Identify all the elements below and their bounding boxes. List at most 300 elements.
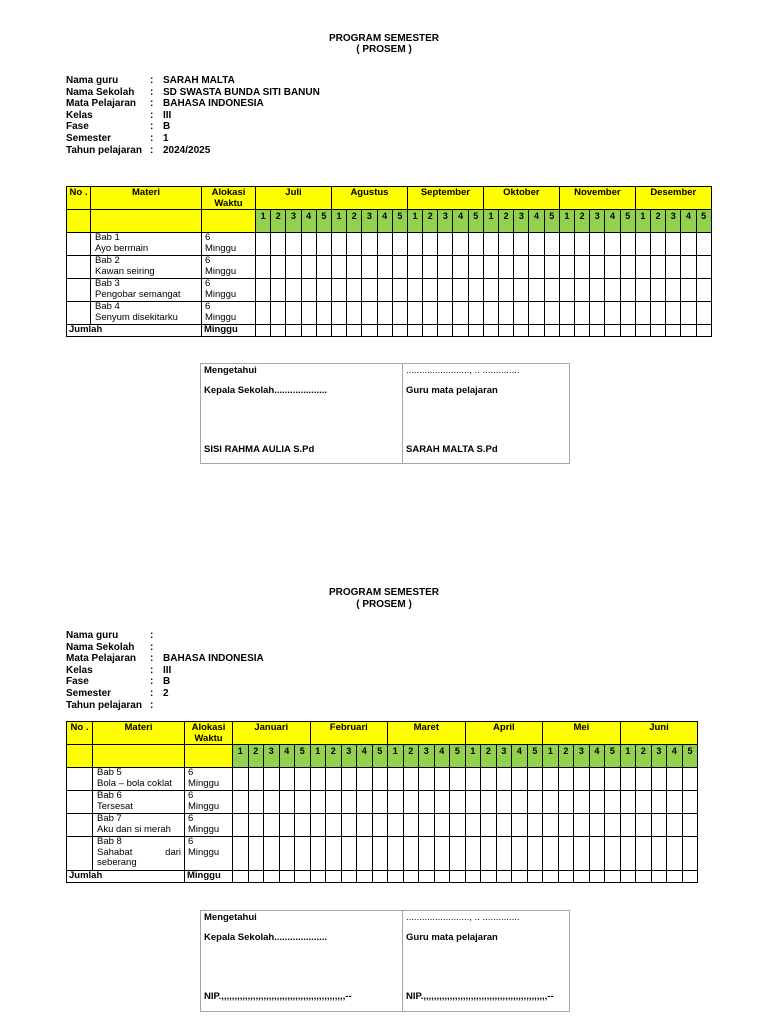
week-cell	[392, 279, 407, 302]
week-header: 1	[256, 210, 271, 233]
row-no-cell	[67, 814, 93, 837]
week-cell	[310, 768, 326, 791]
week-cell	[696, 279, 711, 302]
week-cell	[465, 871, 481, 883]
week-cell	[295, 768, 311, 791]
row-materi	[93, 768, 185, 791]
header-blank-cell	[93, 745, 185, 768]
month-header: Juni	[620, 722, 698, 745]
table-row	[67, 233, 712, 256]
info-row	[66, 642, 264, 654]
week-cell	[590, 302, 605, 325]
week-header: 2	[651, 210, 666, 233]
week-cell	[438, 279, 453, 302]
week-cell	[529, 279, 544, 302]
week-cell	[377, 302, 392, 325]
week-cell	[372, 837, 388, 871]
week-cell	[256, 256, 271, 279]
week-cell	[543, 837, 559, 871]
week-header: 5	[544, 210, 559, 233]
week-header: 1	[620, 745, 636, 768]
week-header: 5	[682, 745, 698, 768]
week-cell	[543, 814, 559, 837]
doc2-title: PROGRAM SEMESTER	[328, 587, 439, 598]
row-no-cell	[67, 791, 93, 814]
week-cell	[635, 279, 650, 302]
week-header: 5	[527, 745, 543, 768]
week-cell	[590, 279, 605, 302]
week-header: 3	[362, 210, 377, 233]
info-value: BAHASA INDONESIA	[163, 653, 264, 665]
week-header: 4	[434, 745, 450, 768]
month-header: November	[559, 187, 635, 210]
week-cell	[372, 768, 388, 791]
week-header: 2	[558, 745, 574, 768]
week-cell	[481, 837, 497, 871]
week-cell	[419, 837, 435, 871]
row-alokasi-unit: Minggu	[188, 846, 220, 858]
week-cell	[419, 871, 435, 883]
week-cell	[295, 837, 311, 871]
info-row	[66, 145, 320, 157]
week-header: 4	[279, 745, 295, 768]
week-cell	[696, 325, 711, 337]
week-cell	[372, 871, 388, 883]
week-header: 4	[357, 745, 373, 768]
week-cell	[483, 302, 498, 325]
week-cell	[529, 233, 544, 256]
week-header: 1	[407, 210, 422, 233]
week-cell	[248, 871, 264, 883]
doc1-sig-kepala-sekolah: Kepala Sekolah....................	[204, 385, 328, 396]
info-row	[66, 98, 320, 110]
week-cell	[682, 837, 698, 871]
info-colon: :	[150, 109, 154, 121]
info-label: Semester	[66, 132, 112, 144]
week-cell	[635, 302, 650, 325]
table-row	[67, 256, 712, 279]
week-cell	[316, 256, 331, 279]
week-cell	[423, 256, 438, 279]
week-cell	[483, 256, 498, 279]
week-cell	[377, 325, 392, 337]
week-cell	[347, 302, 362, 325]
week-cell	[666, 325, 681, 337]
row-alokasi-num: 6	[205, 301, 211, 312]
week-cell	[310, 814, 326, 837]
row-alokasi	[185, 791, 233, 814]
week-cell	[575, 233, 590, 256]
week-cell	[514, 233, 529, 256]
week-cell	[651, 325, 666, 337]
row-alokasi-num: 6	[205, 255, 211, 266]
info-colon: :	[150, 75, 154, 86]
week-header: 5	[295, 745, 311, 768]
row-title: Pengobar semangat	[95, 288, 181, 300]
week-header: 1	[331, 210, 346, 233]
week-header: 1	[388, 745, 404, 768]
week-cell	[256, 279, 271, 302]
week-cell	[481, 768, 497, 791]
week-cell	[362, 325, 377, 337]
week-cell	[362, 256, 377, 279]
week-header: 4	[453, 210, 468, 233]
week-cell	[620, 302, 635, 325]
week-cell	[575, 325, 590, 337]
doc2-info-block	[66, 630, 264, 711]
week-cell	[403, 768, 419, 791]
week-cell	[514, 279, 529, 302]
week-header: 3	[574, 745, 590, 768]
week-cell	[407, 233, 422, 256]
week-cell	[605, 279, 620, 302]
row-alokasi-unit: Minggu	[188, 800, 220, 812]
week-cell	[468, 233, 483, 256]
week-cell	[620, 768, 636, 791]
week-header: 4	[681, 210, 696, 233]
week-cell	[301, 279, 316, 302]
week-header: 3	[264, 745, 280, 768]
week-header: 1	[483, 210, 498, 233]
doc1-sig-mengetahui: Mengetahui	[204, 365, 257, 376]
week-cell	[271, 325, 286, 337]
week-cell	[544, 325, 559, 337]
week-cell	[499, 302, 514, 325]
week-cell	[589, 814, 605, 837]
week-cell	[377, 279, 392, 302]
week-cell	[620, 837, 636, 871]
week-cell	[605, 325, 620, 337]
week-header: 5	[316, 210, 331, 233]
week-cell	[590, 256, 605, 279]
week-cell	[377, 233, 392, 256]
row-bab: Bab 8	[97, 836, 122, 847]
week-cell	[636, 791, 652, 814]
week-cell	[514, 256, 529, 279]
info-row	[66, 665, 264, 677]
week-cell	[558, 768, 574, 791]
week-cell	[450, 871, 466, 883]
info-row	[66, 121, 320, 133]
week-cell	[362, 233, 377, 256]
week-cell	[403, 871, 419, 883]
week-cell	[357, 871, 373, 883]
row-alokasi-unit: Minggu	[205, 265, 237, 277]
doc2-sig-guru-role: Guru mata pelajaran	[406, 932, 498, 943]
week-cell	[264, 814, 280, 837]
week-header: 5	[696, 210, 711, 233]
week-cell	[651, 279, 666, 302]
week-cell	[574, 814, 590, 837]
week-cell	[233, 837, 249, 871]
info-label: Tahun pelajaran	[66, 144, 142, 156]
week-cell	[301, 325, 316, 337]
week-cell	[264, 791, 280, 814]
week-cell	[496, 791, 512, 814]
info-label: Nama Sekolah	[66, 86, 135, 98]
info-value: B	[163, 121, 171, 133]
week-cell	[326, 768, 342, 791]
jumlah-label: Jumlah	[67, 325, 202, 337]
week-cell	[407, 302, 422, 325]
row-alokasi	[202, 302, 256, 325]
row-alokasi-num: 6	[188, 836, 194, 847]
week-cell	[434, 814, 450, 837]
week-cell	[372, 791, 388, 814]
header-blank-cell	[185, 745, 233, 768]
week-header: 4	[589, 745, 605, 768]
week-header: 2	[248, 745, 264, 768]
week-cell	[496, 871, 512, 883]
row-materi	[91, 302, 202, 325]
week-header: 3	[651, 745, 667, 768]
week-cell	[271, 279, 286, 302]
info-value: III	[163, 109, 172, 121]
week-cell	[271, 233, 286, 256]
week-cell	[295, 814, 311, 837]
col-header-materi: Materi	[91, 187, 202, 210]
header-blank-cell	[67, 210, 91, 233]
info-colon: :	[150, 630, 154, 641]
week-cell	[527, 814, 543, 837]
row-title: Senyum disekitarku	[95, 311, 178, 323]
week-cell	[468, 256, 483, 279]
week-cell	[286, 302, 301, 325]
week-cell	[483, 325, 498, 337]
week-cell	[666, 256, 681, 279]
week-header: 4	[301, 210, 316, 233]
week-cell	[256, 325, 271, 337]
week-cell	[438, 325, 453, 337]
week-header: 2	[326, 745, 342, 768]
week-cell	[279, 768, 295, 791]
col-header-alokasi: Alokasi Waktu	[202, 187, 256, 210]
week-cell	[468, 325, 483, 337]
week-cell	[499, 325, 514, 337]
row-no-cell	[67, 256, 91, 279]
row-alokasi	[185, 768, 233, 791]
week-header: 5	[605, 745, 621, 768]
week-cell	[544, 302, 559, 325]
week-cell	[438, 256, 453, 279]
doc1-info-block	[66, 75, 320, 156]
week-cell	[403, 814, 419, 837]
week-cell	[286, 233, 301, 256]
info-row	[66, 87, 320, 99]
week-header: 3	[419, 745, 435, 768]
header-blank-cell	[91, 210, 202, 233]
week-cell	[512, 791, 528, 814]
info-colon: :	[150, 86, 154, 98]
week-cell	[347, 325, 362, 337]
week-cell	[248, 768, 264, 791]
week-cell	[558, 871, 574, 883]
jumlah-label: Jumlah	[67, 871, 185, 883]
row-bab: Bab 1	[95, 232, 120, 243]
row-materi	[91, 256, 202, 279]
week-cell	[301, 256, 316, 279]
week-cell	[465, 791, 481, 814]
week-cell	[512, 837, 528, 871]
week-cell	[666, 302, 681, 325]
info-value: B	[163, 676, 171, 688]
week-cell	[681, 302, 696, 325]
week-cell	[574, 791, 590, 814]
week-cell	[453, 256, 468, 279]
week-cell	[279, 837, 295, 871]
week-cell	[388, 791, 404, 814]
week-cell	[392, 325, 407, 337]
week-header: 4	[512, 745, 528, 768]
col-header-materi: Materi	[93, 722, 185, 745]
week-cell	[357, 791, 373, 814]
week-cell	[465, 837, 481, 871]
week-cell	[233, 791, 249, 814]
week-cell	[483, 279, 498, 302]
week-cell	[481, 814, 497, 837]
week-header: 3	[286, 210, 301, 233]
info-value: 2024/2025	[163, 144, 211, 156]
week-cell	[357, 837, 373, 871]
week-cell	[392, 256, 407, 279]
info-label: Nama Sekolah	[66, 641, 135, 653]
info-label: Fase	[66, 121, 89, 133]
row-bab: Bab 4	[95, 301, 120, 312]
week-cell	[651, 256, 666, 279]
week-cell	[423, 302, 438, 325]
week-cell	[589, 837, 605, 871]
week-cell	[496, 814, 512, 837]
jumlah-row	[67, 871, 698, 883]
row-no-cell	[67, 768, 93, 791]
info-row	[66, 700, 264, 712]
week-header: 2	[423, 210, 438, 233]
week-cell	[286, 256, 301, 279]
week-cell	[651, 871, 667, 883]
info-colon: :	[150, 132, 154, 144]
week-cell	[620, 256, 635, 279]
jumlah-value: Minggu	[202, 325, 256, 337]
week-cell	[559, 302, 574, 325]
week-cell	[620, 791, 636, 814]
week-cell	[264, 768, 280, 791]
week-cell	[651, 791, 667, 814]
week-header: 3	[496, 745, 512, 768]
week-cell	[667, 768, 683, 791]
week-cell	[499, 233, 514, 256]
row-title: Tersesat	[97, 800, 133, 812]
row-no-cell	[67, 279, 91, 302]
week-cell	[295, 871, 311, 883]
week-cell	[543, 791, 559, 814]
week-cell	[357, 814, 373, 837]
week-cell	[233, 768, 249, 791]
row-materi	[91, 279, 202, 302]
week-cell	[453, 325, 468, 337]
row-alokasi-num: 6	[188, 790, 194, 801]
week-cell	[682, 814, 698, 837]
week-cell	[468, 279, 483, 302]
week-cell	[248, 814, 264, 837]
week-cell	[512, 768, 528, 791]
week-cell	[558, 814, 574, 837]
week-cell	[407, 279, 422, 302]
info-label: Tahun pelajaran	[66, 699, 142, 711]
week-cell	[620, 814, 636, 837]
info-value: III	[163, 664, 172, 676]
doc1-sig-kepala-name: SISI RAHMA AULIA S.Pd	[204, 444, 315, 455]
week-cell	[499, 256, 514, 279]
table-row	[67, 791, 698, 814]
week-cell	[514, 325, 529, 337]
week-header: 3	[514, 210, 529, 233]
week-cell	[403, 837, 419, 871]
week-cell	[450, 814, 466, 837]
week-cell	[392, 233, 407, 256]
info-label: Nama guru	[66, 630, 119, 641]
info-label: Kelas	[66, 664, 93, 676]
week-cell	[419, 768, 435, 791]
week-cell	[620, 871, 636, 883]
week-cell	[423, 279, 438, 302]
week-cell	[681, 325, 696, 337]
week-cell	[465, 814, 481, 837]
week-cell	[316, 325, 331, 337]
info-label: Kelas	[66, 109, 93, 121]
week-cell	[438, 302, 453, 325]
week-cell	[667, 791, 683, 814]
info-colon: :	[150, 98, 154, 110]
week-cell	[264, 837, 280, 871]
week-header: 1	[465, 745, 481, 768]
week-cell	[589, 871, 605, 883]
week-header: 5	[372, 745, 388, 768]
row-alokasi	[185, 837, 233, 871]
week-cell	[635, 325, 650, 337]
week-cell	[651, 768, 667, 791]
doc2-signature-box	[200, 910, 570, 1012]
week-cell	[316, 279, 331, 302]
week-cell	[605, 791, 621, 814]
row-alokasi-num: 6	[188, 767, 194, 778]
week-cell	[357, 768, 373, 791]
week-cell	[512, 814, 528, 837]
week-cell	[543, 768, 559, 791]
week-cell	[407, 325, 422, 337]
week-cell	[529, 302, 544, 325]
jumlah-row	[67, 325, 712, 337]
jumlah-value: Minggu	[185, 871, 233, 883]
info-colon: :	[150, 144, 154, 156]
doc1-prosem-table	[66, 186, 712, 337]
week-cell	[310, 871, 326, 883]
info-label: Semester	[66, 687, 112, 699]
col-header-no: No .	[67, 187, 91, 210]
week-header: 4	[529, 210, 544, 233]
week-cell	[423, 233, 438, 256]
week-cell	[256, 302, 271, 325]
week-cell	[326, 871, 342, 883]
week-cell	[559, 256, 574, 279]
doc1-signature-box	[200, 363, 570, 464]
month-header: September	[407, 187, 483, 210]
week-cell	[481, 791, 497, 814]
info-colon: :	[150, 641, 154, 653]
doc1-sig-guru-role: Guru mata pelajaran	[406, 385, 498, 396]
week-cell	[316, 302, 331, 325]
info-row	[66, 75, 320, 87]
week-cell	[544, 279, 559, 302]
